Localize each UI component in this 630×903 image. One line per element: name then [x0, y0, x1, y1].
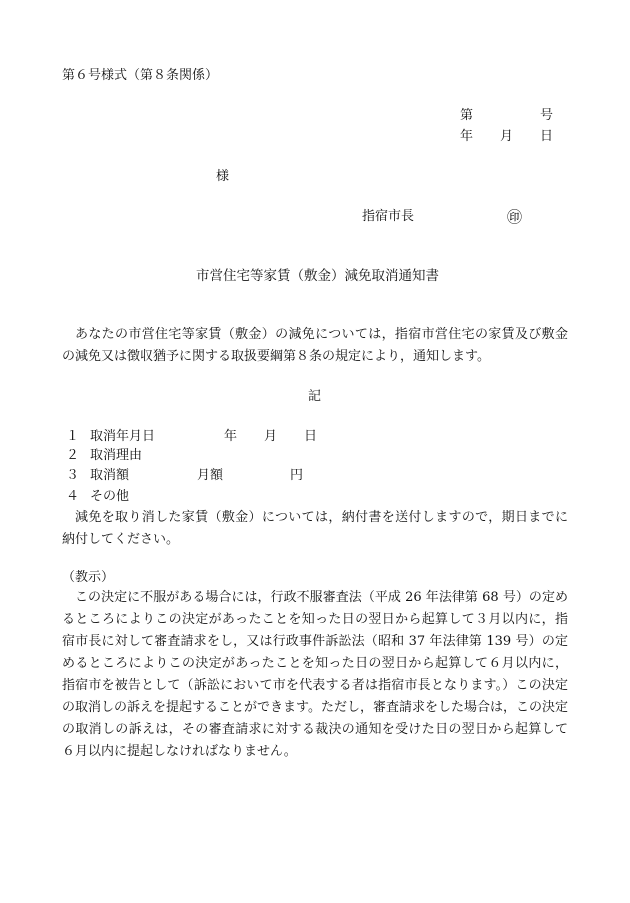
number-dai: 第: [460, 108, 474, 123]
item-2-label: 取消理由: [90, 448, 143, 463]
item-1-label: 取消年月日: [90, 429, 156, 444]
item-3-number: ３: [66, 468, 80, 483]
ki-label: 記: [308, 389, 322, 404]
item-1-day: 日: [304, 429, 318, 444]
item-2-number: ２: [66, 448, 80, 463]
date-year: 年: [460, 129, 474, 144]
item-1-month: 月: [264, 429, 278, 444]
date-day: 日: [540, 129, 554, 144]
item-4-number: ４: [66, 489, 80, 504]
intro-text: あなたの市営住宅等家賃（敷金）の減免については，指宿市営住宅の家賃及び敷金の減免又は徴収猶予に関する取扱要綱第８条の規定により，通知します。: [62, 327, 568, 364]
notice-heading: （教示）: [62, 570, 115, 585]
sender-title: 指宿市長: [362, 209, 415, 224]
item-1-number: １: [66, 429, 80, 444]
item-3-monthly: 月額: [197, 468, 224, 483]
other-paragraph: [62, 507, 568, 551]
notice-text: この決定に不服がある場合には，行政不服審査法（平成 26 年法律第 68 号）の定めるところによりこの決定があったことを知った日の翌日から起算して３月以内に，指宿市長に対して審査請求をし，又は行政事件訴訟法（昭和 37 年法律第 139 号）の定めるところによりこの決定があったことを知った日の翌日から起算して６月以内に，指宿市を被告として（訴訟において市を代表する者は指宿市長となります。）この決定の取消しの訴えを提起することができます。ただし，審査請求をした場合は，この決定の取消しの訴えは，その審査請求に対する裁決の通知を受けた日の翌日から起算して６月以内に提起しなければなりません。: [62, 590, 568, 759]
item-4-label: その他: [90, 489, 130, 504]
document-title: 市営住宅等家賃（敷金）減免取消通知書: [196, 268, 439, 284]
item-3-label: 取消額: [90, 468, 130, 483]
item-3-yen: 円: [290, 468, 304, 483]
notice-paragraph: [62, 587, 568, 763]
intro-paragraph: [62, 324, 568, 368]
form-label: 第６号様式（第８条関係）: [62, 68, 219, 83]
seal-mark: ㊞: [507, 208, 523, 226]
other-text: 減免を取り消した家賃（敷金）については，納付書を送付しますので，期日までに納付してください。: [62, 510, 568, 547]
date-month: 月: [500, 129, 514, 144]
recipient-suffix: 様: [216, 169, 230, 184]
item-1-year: 年: [224, 429, 238, 444]
number-go: 号: [540, 108, 554, 123]
